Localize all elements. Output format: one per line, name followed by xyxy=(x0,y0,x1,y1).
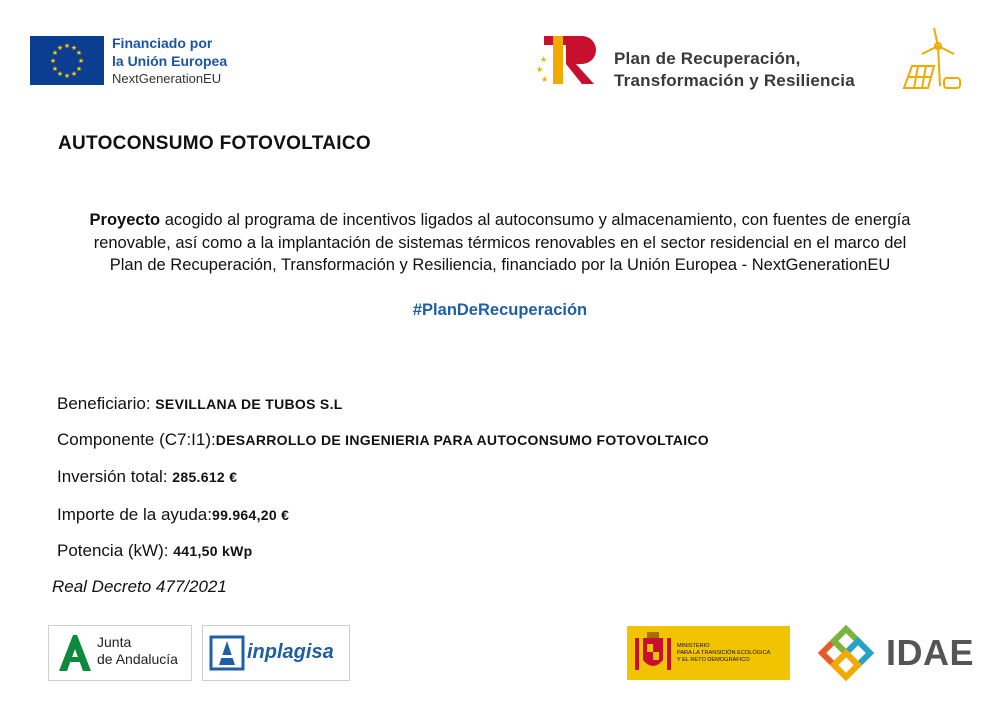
junta-line2: de Andalucía xyxy=(97,651,178,667)
inplagisa-logo xyxy=(202,625,350,681)
project-lead: Proyecto xyxy=(89,211,161,229)
spain-coat-of-arms-icon xyxy=(633,630,673,676)
junta-line1: Junta xyxy=(97,634,132,650)
ayuda-label: Importe de la ayuda: xyxy=(57,505,212,524)
svg-text:★: ★ xyxy=(541,75,549,84)
ministerio-line2: PARA LA TRANSICIÓN ECOLÓGICA xyxy=(677,649,771,656)
beneficiario-row xyxy=(57,394,343,414)
beneficiario-value: SEVILLANA DE TUBOS S.L xyxy=(155,396,343,412)
idae-text: IDAE xyxy=(886,632,975,673)
svg-text:★: ★ xyxy=(51,50,59,57)
idae-emblem-icon xyxy=(804,622,882,684)
description-line2: renovable, así como a la implantación de sistemas térmicos renovables en el sector residencial en el marco del xyxy=(93,233,907,252)
eu-flag-icon xyxy=(30,36,104,85)
componente-label: Componente (C7:I1): xyxy=(57,430,216,449)
svg-text:★: ★ xyxy=(56,71,64,78)
eu-funding-text xyxy=(112,34,227,88)
wind-solar-icon xyxy=(898,26,964,94)
svg-text:★: ★ xyxy=(540,55,548,64)
beneficiario-label: Beneficiario: xyxy=(57,394,151,413)
componente-value: DESARROLLO DE INGENIERIA PARA AUTOCONSUMO FOTOVOLTAICO xyxy=(215,432,709,448)
inversion-row xyxy=(57,467,237,487)
idae-logo xyxy=(804,622,974,684)
eu-line1: Financiado por xyxy=(112,35,213,51)
description-line1: acogido al programa de incentivos ligados al autoconsumo y almacenamiento, con fuentes de energía xyxy=(160,211,911,229)
junta-andalucia-logo xyxy=(48,625,192,681)
potencia-label: Potencia (kW): xyxy=(57,541,169,560)
project-description xyxy=(40,209,960,277)
potencia-value: 441,50 kWp xyxy=(173,543,253,559)
prtr-line2: Transformación y Resiliencia xyxy=(614,71,855,90)
page-title: AUTOCONSUMO FOTOVOLTAICO xyxy=(58,133,371,154)
ministerio-line3: Y EL RETO DEMOGRÁFICO xyxy=(677,656,750,663)
svg-text:★: ★ xyxy=(70,45,78,52)
svg-text:★: ★ xyxy=(536,65,544,74)
hashtag: #PlanDeRecuperación xyxy=(412,301,588,319)
eu-line2: la Unión Europea xyxy=(112,53,228,69)
description-line3: Plan de Recuperación, Transformación y Resiliencia, financiado por la Unión Europea - NextGenerationEU xyxy=(109,256,891,274)
svg-text:★: ★ xyxy=(63,43,71,50)
svg-text:★: ★ xyxy=(75,66,83,73)
ministerio-line1: MINISTERIO xyxy=(677,643,710,649)
prtr-line1: Plan de Recuperación, xyxy=(614,49,801,68)
componente-row xyxy=(57,430,709,450)
ayuda-row xyxy=(57,505,289,525)
prtr-logo-icon xyxy=(532,32,602,88)
potencia-row xyxy=(57,541,252,561)
inplagisa-text: inplagisa xyxy=(247,641,334,663)
svg-text:★: ★ xyxy=(70,71,78,78)
svg-text:★: ★ xyxy=(49,58,57,65)
eu-line3: NextGenerationEU xyxy=(112,71,222,86)
ayuda-value: 99.964,20 € xyxy=(211,507,290,523)
svg-text:★: ★ xyxy=(56,45,64,52)
svg-text:★: ★ xyxy=(75,50,83,57)
ministerio-logo xyxy=(627,626,790,680)
prtr-title xyxy=(614,48,855,92)
real-decreto: Real Decreto 477/2021 xyxy=(52,577,227,596)
svg-text:★: ★ xyxy=(63,73,71,80)
svg-text:★: ★ xyxy=(51,66,59,73)
svg-text:★: ★ xyxy=(77,58,85,65)
junta-emblem-icon xyxy=(55,633,95,673)
inversion-label: Inversión total: xyxy=(57,467,168,486)
inplagisa-emblem-icon xyxy=(209,635,245,671)
inversion-value: 285.612 € xyxy=(172,469,238,485)
